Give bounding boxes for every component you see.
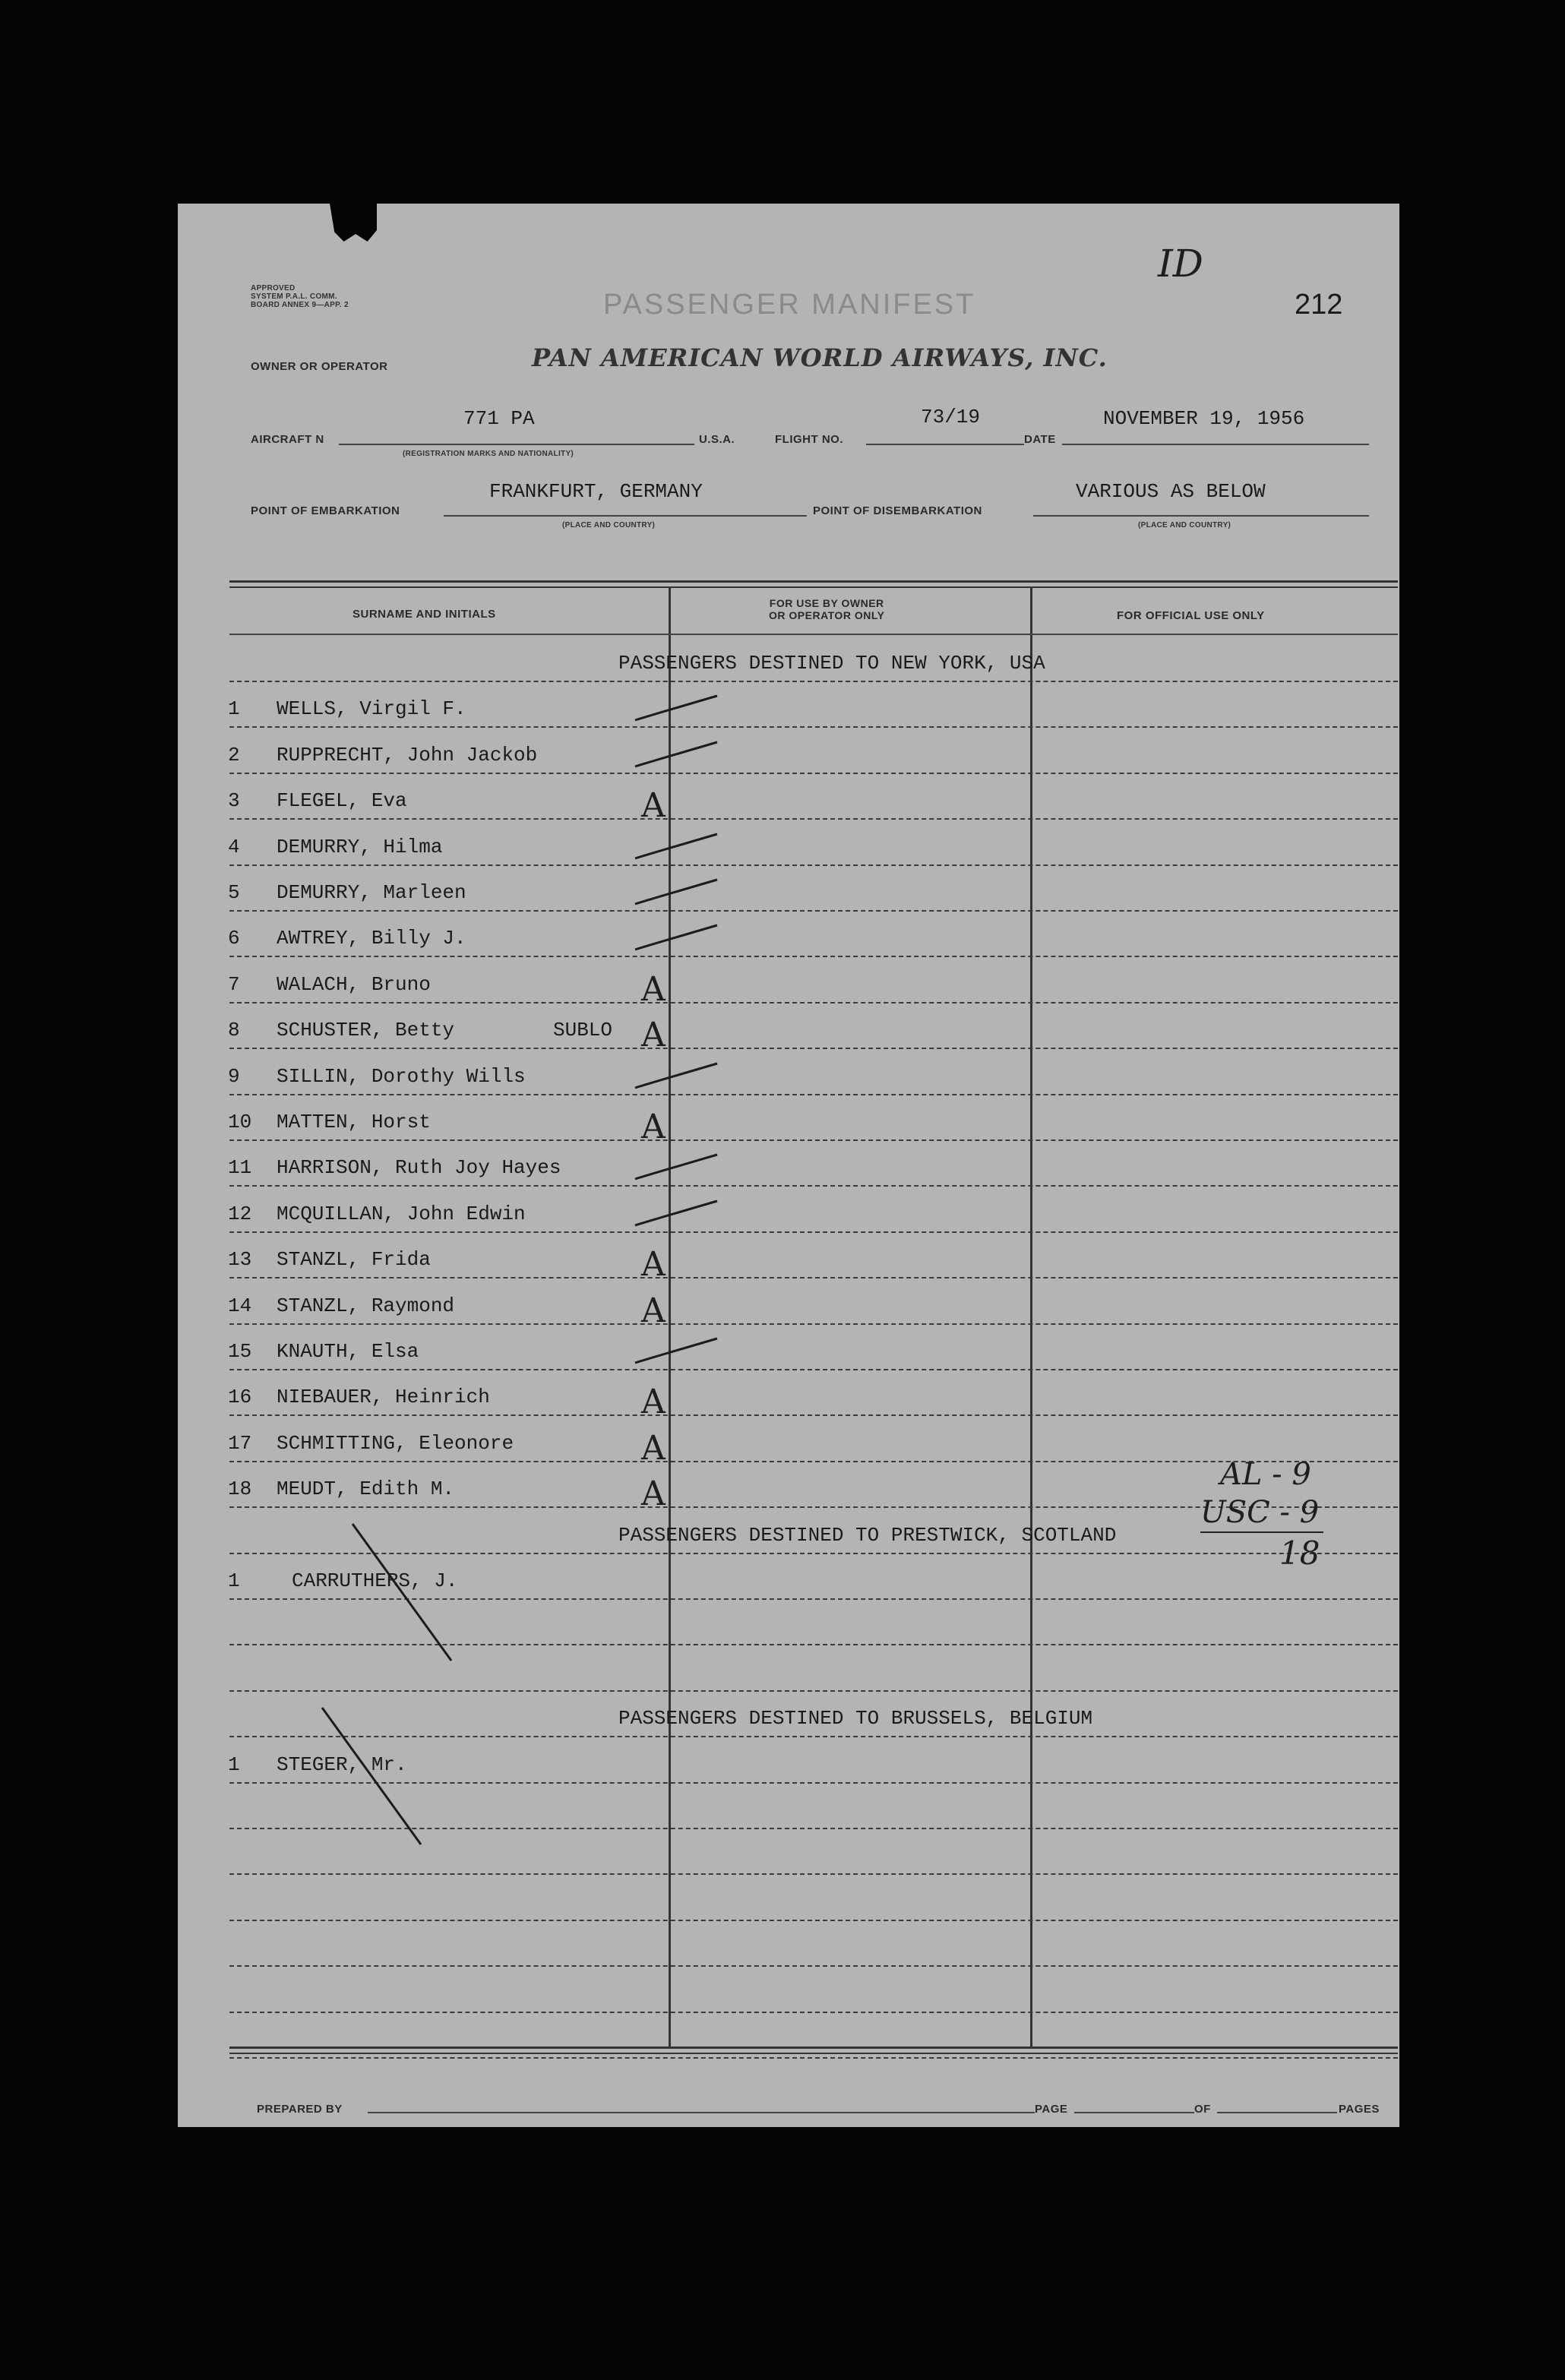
passenger-number: 11 [228,1156,252,1180]
passenger-number: 14 [228,1294,252,1317]
ruled-line [229,864,1398,866]
ruled-line [229,1048,1398,1049]
tally-al: AL - 9 [1220,1457,1311,1492]
mark-a: A [641,1291,666,1330]
check-mark [632,1059,723,1097]
passenger-number: 5 [228,881,240,904]
passenger-number: 7 [228,972,240,996]
passenger-name: WELLS, Virgil F. [277,697,466,721]
ruled-line [229,1323,1398,1325]
passenger-number: 9 [228,1064,240,1088]
passenger-number: 1 [228,697,240,721]
manifest-sheet [178,204,1399,2127]
passenger-name: SCHUSTER, Betty [277,1019,455,1042]
check-mark [632,1196,723,1234]
disembark-place: VARIOUS AS BELOW [1076,480,1266,503]
disembark-note: (PLACE AND COUNTRY) [1138,521,1231,529]
passenger-name: MATTEN, Horst [277,1111,431,1133]
passenger-name: DEMURRY, Hilma [277,835,443,858]
check-mark [632,921,723,959]
pages-label: PAGES [1339,2103,1380,2116]
tally-underline [1200,1531,1323,1533]
passenger-name: AWTREY, Billy J. [277,927,466,950]
check-mark [632,875,723,913]
check-mark [632,830,723,868]
passenger-name: HARRISON, Ruth Joy Hayes [277,1156,561,1180]
tally-total: 18 [1279,1535,1320,1572]
section-heading: PASSENGERS DESTINED TO PRESTWICK, SCOTLAND [618,1523,1117,1547]
embark-note: (PLACE AND COUNTRY) [562,521,656,529]
ruled-line [229,1139,1398,1141]
passenger-number: 13 [228,1248,252,1272]
flight-date: NOVEMBER 19, 1956 [1103,407,1305,430]
passenger-number: 15 [228,1340,252,1363]
passenger-name: RUPPRECHT, John Jackob [277,743,538,766]
passenger-name: CARRUTHERS, J. [292,1569,458,1592]
ruled-line [229,1231,1398,1233]
ruled-line [229,910,1398,912]
prepared-label: PREPARED BY [257,2103,343,2116]
disembark-label: POINT OF DISEMBARKATION [813,504,982,517]
passenger-number: 12 [228,1202,252,1225]
ruled-line [229,1094,1398,1095]
flight-label: FLIGHT NO. [775,433,843,446]
mark-a: A [641,786,666,826]
mark-a: A [641,1245,666,1285]
check-mark [632,1150,723,1188]
page-label: PAGE [1035,2103,1068,2116]
ruled-line [229,1414,1398,1416]
col-header-surname: SURNAME AND INITIALS [353,608,496,621]
ruled-line [229,1965,1398,1967]
mark-a: A [641,1428,666,1468]
ruled-line [229,956,1398,957]
passenger-name: MEUDT, Edith M. [277,1478,455,1501]
check-mark [632,1334,723,1372]
passenger-name: STANZL, Raymond [277,1294,455,1317]
form-title: PASSENGER MANIFEST [603,289,976,321]
flight-number: 73/19 [921,406,981,428]
check-mark [632,738,723,776]
passenger-name: NIEBAUER, Heinrich [277,1386,490,1409]
passenger-name: MCQUILLAN, John Edwin [277,1202,526,1225]
ruled-line [229,726,1398,728]
passenger-name: DEMURRY, Marleen [277,881,466,904]
embark-place: FRANKFURT, GERMANY [489,480,703,503]
aircraft-note: (REGISTRATION MARKS AND NATIONALITY) [403,450,574,458]
mark-a: A [641,1108,666,1146]
passenger-note: SUBLO [553,1019,613,1042]
section-heading: PASSENGERS DESTINED TO BRUSSELS, BELGIUM [618,1707,1093,1730]
passenger-number: 3 [228,789,240,813]
passenger-number: 1 [228,1753,240,1776]
usa-label: U.S.A. [699,433,735,446]
ruled-line [229,1002,1398,1004]
ruled-line [229,1690,1398,1692]
passenger-number: 8 [228,1019,240,1042]
passenger-number: 17 [228,1431,252,1455]
ruled-line [229,1369,1398,1370]
ruled-line [229,2057,1398,2059]
ruled-line [229,1873,1398,1875]
passenger-name: STANZL, Frida [277,1248,431,1272]
ruled-line [229,818,1398,820]
mark-a: A [641,1474,666,1514]
mark-a: A [641,969,666,1009]
handwritten-top-mark: ID [1158,242,1203,286]
airline-name: PAN AMERICAN WORLD AIRWAYS, INC. [532,343,1108,372]
owner-label: OWNER OR OPERATOR [251,360,388,373]
col-header-official: FOR OFFICIAL USE ONLY [1117,609,1265,622]
mark-a: A [641,1016,666,1055]
passenger-number: 10 [228,1111,252,1133]
ruled-line [229,773,1398,774]
passenger-name: STEGER, Mr. [277,1753,407,1776]
page-number: 212 [1295,289,1343,321]
passenger-name: SILLIN, Dorothy Wills [277,1064,526,1088]
passenger-number: 16 [228,1386,252,1409]
aircraft-label: AIRCRAFT N [251,433,324,446]
ruled-line [229,2012,1398,2013]
passenger-number: 6 [228,927,240,950]
strike-mark [353,1524,474,1668]
ruled-line [229,1920,1398,1921]
approval-stamp: APPROVED SYSTEM P.A.L. COMM. BOARD ANNEX 9—APP. 2 [251,284,349,309]
ruled-line [229,681,1398,682]
mark-a: A [641,1383,666,1422]
passenger-number: 1 [228,1569,240,1592]
strike-mark [322,1708,444,1852]
passenger-number: 2 [228,743,240,766]
passenger-name: KNAUTH, Elsa [277,1340,419,1363]
date-label: DATE [1024,433,1056,446]
passenger-number: 18 [228,1478,252,1501]
check-mark [632,691,723,729]
passenger-name: FLEGEL, Eva [277,789,407,813]
embark-label: POINT OF EMBARKATION [251,504,400,517]
torn-corner [330,204,377,242]
aircraft-number: 771 PA [463,407,535,430]
ruled-line [229,1277,1398,1278]
tally-usc: USC - 9 [1200,1495,1320,1530]
ruled-line [229,1185,1398,1187]
section-heading: PASSENGERS DESTINED TO NEW YORK, USA [618,652,1045,675]
of-label: OF [1194,2103,1211,2116]
passenger-name: SCHMITTING, Eleonore [277,1431,514,1455]
passenger-number: 4 [228,835,240,858]
passenger-name: WALACH, Bruno [277,972,431,996]
col-header-operator: FOR USE BY OWNER OR OPERATOR ONLY [769,597,885,621]
